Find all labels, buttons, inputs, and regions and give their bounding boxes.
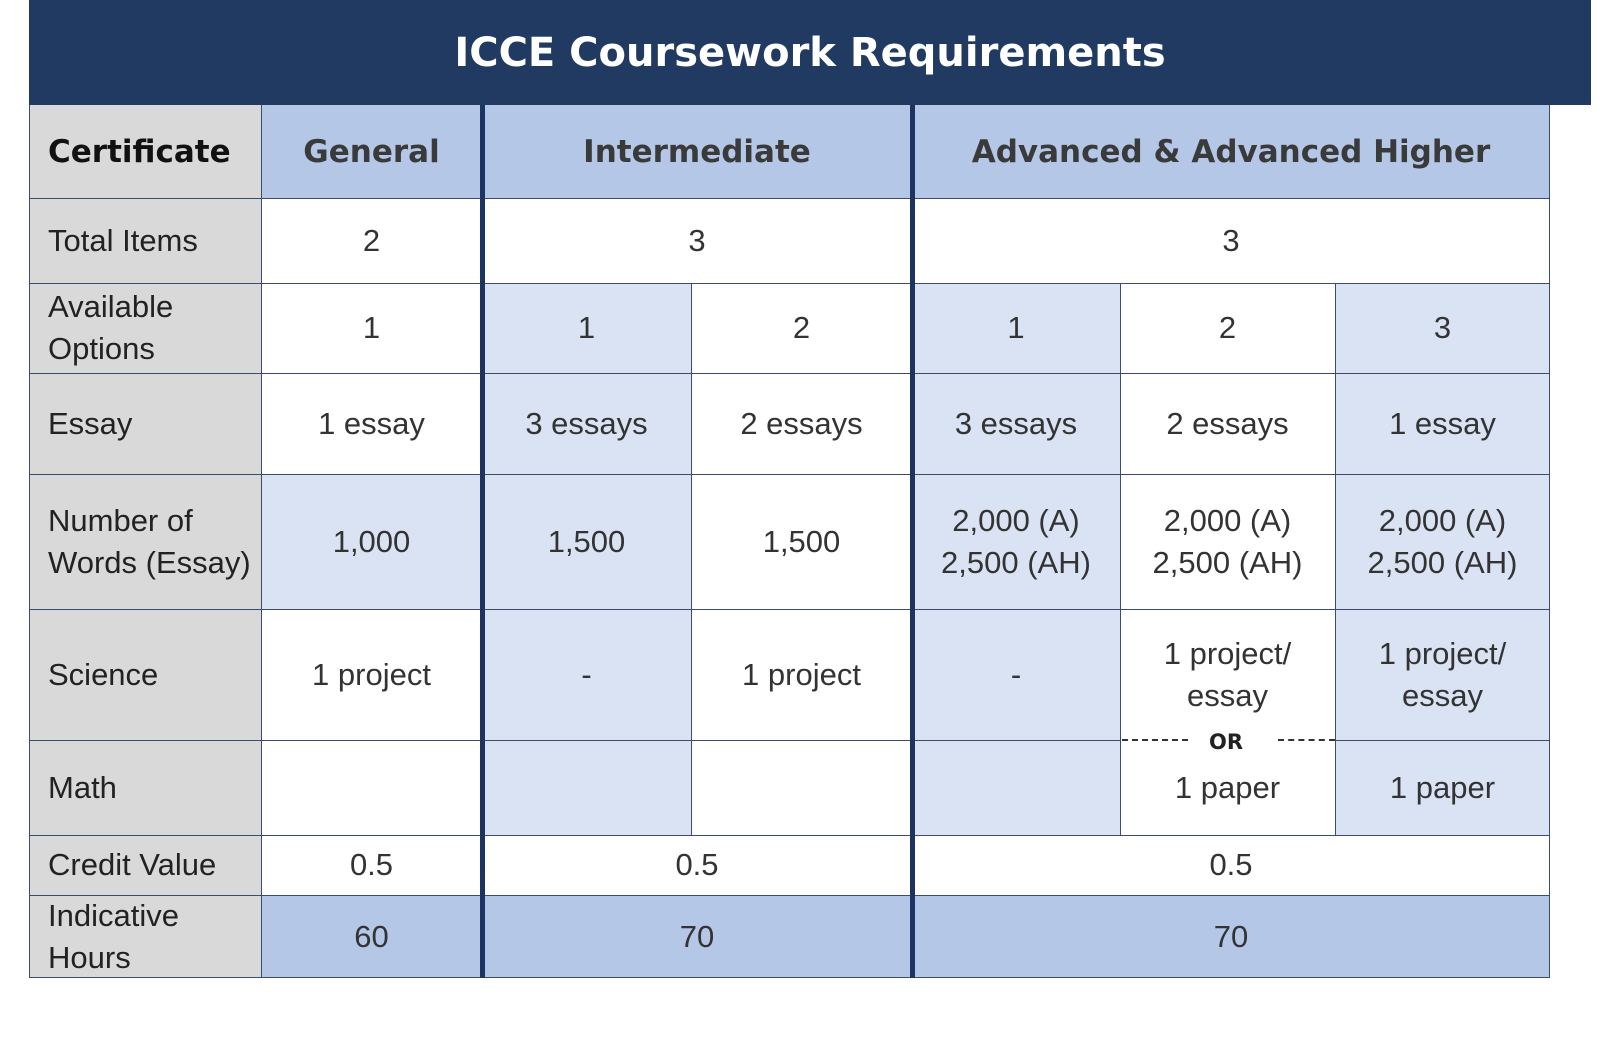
science-adv-2: 1 project/ essay [1120, 609, 1335, 740]
options-int-2: 2 [691, 283, 912, 373]
words-adv-3-a: 2,000 (A) [1378, 502, 1507, 538]
essay-adv-1: 3 essays [912, 373, 1120, 474]
options-general: 1 [261, 283, 482, 373]
grid-line [29, 609, 1550, 610]
words-adv-1 [912, 474, 1120, 609]
hours-advanced: 70 [912, 895, 1550, 978]
label-math: Math [29, 740, 261, 835]
math-general [261, 740, 482, 835]
words-adv-2-ah: 2,500 (AH) [1152, 544, 1303, 580]
math-adv-2: 1 paper [1120, 740, 1335, 835]
options-int-1: 1 [482, 283, 691, 373]
grid-line [1335, 283, 1336, 835]
words-adv-1-a: 2,000 (A) [952, 502, 1080, 538]
grid-line [1549, 105, 1550, 978]
grid-line [691, 283, 692, 835]
grid-line [29, 373, 1550, 374]
credit-general: 0.5 [261, 835, 482, 895]
label-science: Science [29, 609, 261, 740]
total-items-intermediate: 3 [482, 198, 912, 283]
label-number-of-words: Number of Words (Essay) [29, 474, 261, 609]
words-int-2: 1,500 [691, 474, 912, 609]
essay-int-2: 2 essays [691, 373, 912, 474]
total-items-general: 2 [261, 198, 482, 283]
header-advanced: Advanced & Advanced Higher [912, 105, 1550, 198]
grid-line [261, 105, 262, 978]
or-label: OR [1209, 730, 1244, 754]
credit-intermediate: 0.5 [482, 835, 912, 895]
grid-line [1120, 283, 1121, 835]
words-adv-2 [1120, 474, 1335, 609]
grid-line [1335, 740, 1550, 741]
essay-adv-3: 1 essay [1335, 373, 1550, 474]
essay-int-1: 3 essays [482, 373, 691, 474]
options-adv-3: 3 [1335, 283, 1550, 373]
grid-line [29, 977, 1550, 978]
group-separator [480, 105, 485, 978]
group-separator [910, 105, 915, 978]
label-credit-value: Credit Value [29, 835, 261, 895]
words-adv-2-a: 2,000 (A) [1163, 502, 1292, 538]
science-int-1: - [482, 609, 691, 740]
grid-line [29, 835, 1550, 836]
words-adv-1-ah: 2,500 (AH) [941, 544, 1091, 580]
grid-line [29, 105, 30, 978]
essay-adv-2: 2 essays [1120, 373, 1335, 474]
grid-line [29, 740, 1120, 741]
header-general: General [261, 105, 482, 198]
label-indicative-hours: Indicative Hours [29, 895, 261, 978]
hours-general: 60 [261, 895, 482, 978]
total-items-advanced: 3 [912, 198, 1550, 283]
hours-intermediate: 70 [482, 895, 912, 978]
science-int-2: 1 project [691, 609, 912, 740]
science-adv-3: 1 project/ essay [1335, 609, 1550, 740]
label-essay: Essay [29, 373, 261, 474]
header-intermediate: Intermediate [482, 105, 912, 198]
math-adv-3: 1 paper [1335, 740, 1550, 835]
options-adv-1: 1 [912, 283, 1120, 373]
options-adv-2: 2 [1120, 283, 1335, 373]
math-int-2 [691, 740, 912, 835]
label-available-options: Available Options [29, 283, 261, 373]
words-adv-3-ah: 2,500 (AH) [1367, 544, 1518, 580]
label-total-items: Total Items [29, 198, 261, 283]
math-int-1 [482, 740, 691, 835]
words-general: 1,000 [261, 474, 482, 609]
words-adv-3 [1335, 474, 1550, 609]
science-adv-1: - [912, 609, 1120, 740]
or-dash-left [1122, 739, 1188, 741]
table-title: ICCE Coursework Requirements [29, 0, 1591, 105]
grid-line [29, 474, 1550, 475]
grid-line [29, 283, 1550, 284]
or-dash-right [1278, 739, 1335, 741]
essay-general: 1 essay [261, 373, 482, 474]
words-int-1: 1,500 [482, 474, 691, 609]
science-general: 1 project [261, 609, 482, 740]
math-adv-1 [912, 740, 1120, 835]
credit-advanced: 0.5 [912, 835, 1550, 895]
grid-line [29, 198, 1550, 199]
grid-line [29, 895, 1550, 896]
header-certificate: Certificate [29, 105, 261, 198]
